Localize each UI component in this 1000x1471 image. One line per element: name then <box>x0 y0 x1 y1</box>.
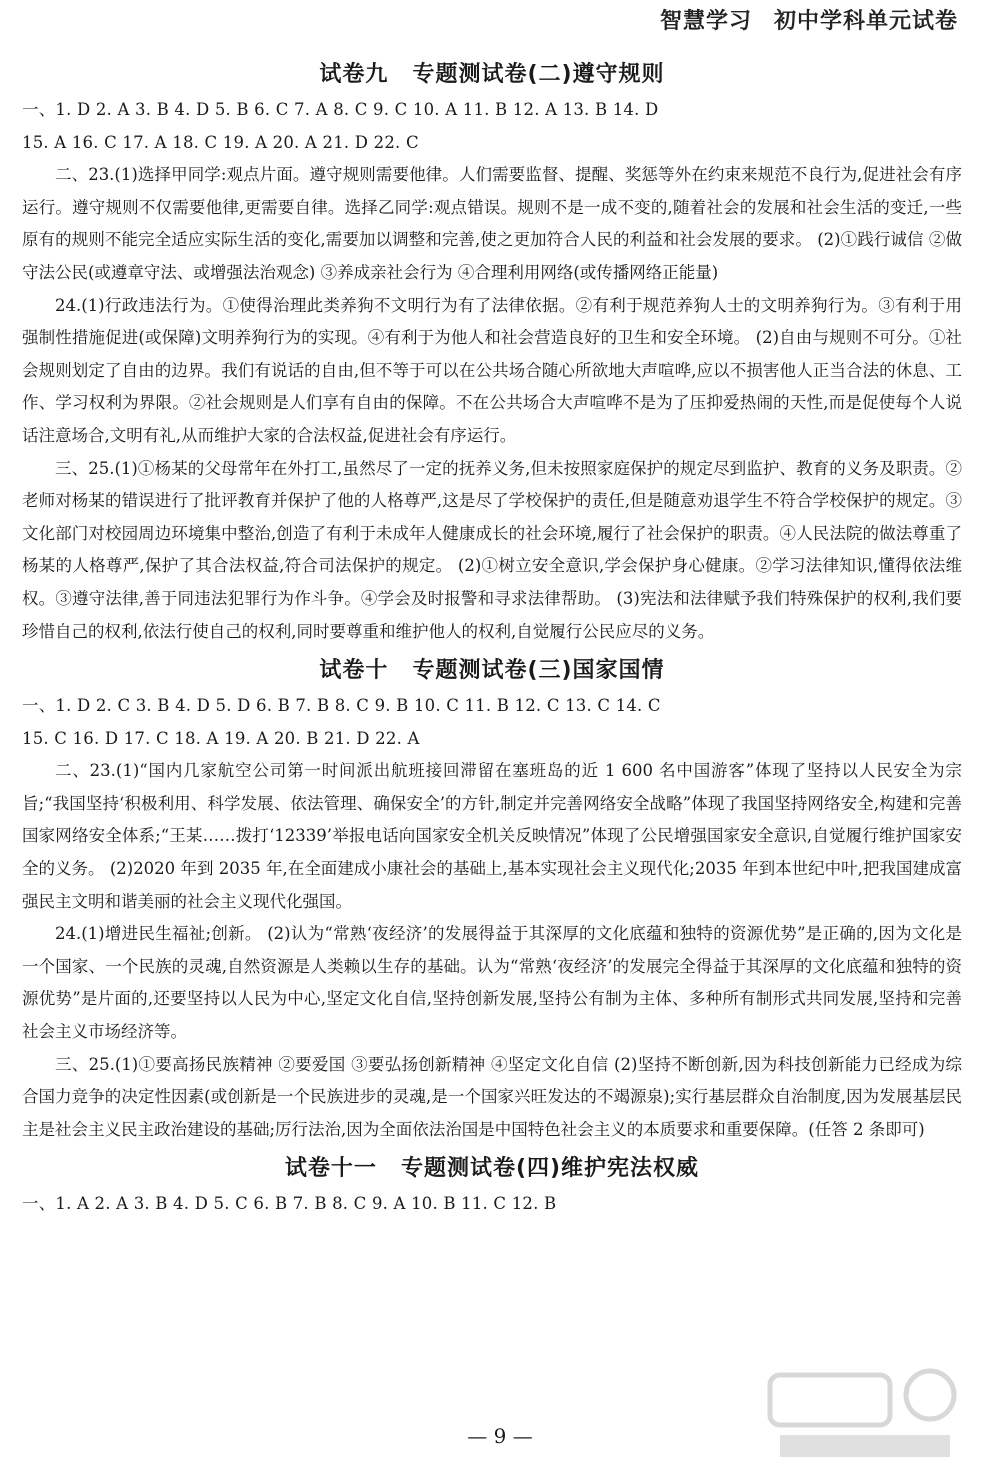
mc-answers-9-row1: 一、1. D 2. A 3. B 4. D 5. B 6. C 7. A 8. C 9. C 10. A 11. B 12. A 13. B 14. D <box>22 100 659 119</box>
header-brand: 智慧学习 <box>659 9 752 34</box>
section-title-9: 试卷九 专题测试卷(二)遵守规则 <box>319 62 665 87</box>
answer-paragraph: 24.(1)行政违法行为。①使得治理此类养狗不文明行为有了法律依据。②有利于规范养狗人士的文明养狗行为。③有利于用强制性措施促进(或保障)文明养狗行为的实现。④有利于为他人和社会营造良好的卫生和安全环境。 (2)自由与规则不可分。①社会规则划定了自由的边界。我们有说话的自由,但不等于可以在公共场合随心所欲地大声喧哗,应以不损害他人正当合法的休息、工作、学习权利为界限。②社会规则是人们享有自由的保障。不在公共场合大声喧哗不是为了压抑爱热闹的天性,而是促使每个人说话注意场合,文明有礼,从而维护大家的合法权益,促进社会有序运行。 <box>22 295 962 445</box>
mc-answers-10-row2: 15. C 16. D 17. C 18. A 19. A 20. B 21. D 22. A <box>22 728 420 748</box>
mc-answers-11-row1: 一、1. A 2. A 3. B 4. D 5. C 6. B 7. B 8. C 9. A 10. B 11. C 12. B <box>22 1194 557 1214</box>
section-title-11: 试卷十一 专题测试卷(四)维护宪法权威 <box>284 1156 700 1182</box>
page-number: — 9 — <box>467 1424 533 1448</box>
mc-answers-9-row2: 15. A 16. C 17. A 18. C 19. A 20. A 21. D 22. C <box>22 132 419 152</box>
page-header <box>660 4 958 35</box>
mc-answers-10-row1: 一、1. D 2. C 3. B 4. D 5. D 6. B 7. B 8. C 9. B 10. C 11. B 12. C 13. C 14. C <box>22 696 661 716</box>
answer-paragraph: 24.(1)增进民生福祉;创新。 (2)认为“常熟‘夜经济’的发展得益于其深厚的文化底蕴和独特的资源优势”是正确的,因为文化是一个国家、一个民族的灵魂,自然资源是人类赖以生存的基础。认为“常熟‘夜经济’的发展完全得益于其深厚的文化底蕴和独特的资源优势”是片面的,还要坚持以人民为中心,坚定文化自信,坚持创新发展,坚持公有制为主体、多种所有制形式共同发展,坚持和完善社会主义市场经济等。 <box>22 924 962 1042</box>
watermark-logo-icon <box>760 1365 960 1465</box>
header-series: 初中学科单元试卷 <box>773 9 958 34</box>
section-title-10: 试卷十 专题测试卷(三)国家国情 <box>319 658 665 684</box>
answer-paragraph: 三、25.(1)①要高扬民族精神 ②要爱国 ③要弘扬创新精神 ④坚定文化自信 (2)坚持不断创新,因为科技创新能力已经成为综合国力竞争的决定性因素(或创新是一个民族进步的灵魂,是一个国家兴旺发达的不竭源泉);实行基层群众自治制度,因为发展基层民主是社会主义民主政治建设的基础;厉行法治,因为全面依法治国是中国特色社会主义的本质要求和重要保障。(任答 2 条即可) <box>22 1054 962 1139</box>
answer-paragraph: 二、23.(1)选择甲同学:观点片面。遵守规则需要他律。人们需要监督、提醒、奖惩等外在约束来规范不良行为,促进社会有序运行。遵守规则不仅需要他律,更需要自律。选择乙同学:观点错误。规则不是一成不变的,随着社会的发展和社会生活的变迁,一些原有的规则不能完全适应实际生活的变化,需要加以调整和完善,使之更加符合人民的利益和社会发展的要求。 (2)①践行诚信 ②做守法公民(或遵章守法、或增强法治观念) ③养成亲社会行为 ④合理利用网络(或传播网络正能量) <box>22 165 962 282</box>
content <box>22 56 962 1221</box>
answer-paragraph: 二、23.(1)“国内几家航空公司第一时间派出航班接回滞留在塞班岛的近 1 600 名中国游客”体现了坚持以人民安全为宗旨;“我国坚持‘积极利用、科学发展、依法管理、确保安全’的方针,制定并完善网络安全战略”体现了我国坚持网络安全,构建和完善国家网络安全体系;“王某……拨打‘12339’举报电话向国家安全机关反映情况”体现了公民增强国家安全意识,自觉履行维护国家安全的义务。 (2)2020 年到 2035 年,在全面建成小康社会的基础上,基本实现社会主义现代化;2035 年到本世纪中叶,把我国建成富强民主文明和谐美丽的社会主义现代化强国。 <box>22 761 962 911</box>
answer-paragraph: 三、25.(1)①杨某的父母常年在外打工,虽然尽了一定的抚养义务,但未按照家庭保护的规定尽到监护、教育的义务及职责。②老师对杨某的错误进行了批评教育并保护了他的人格尊严,这是尽了学校保护的责任,但是随意劝退学生不符合学校保护的规定。③文化部门对校园周边环境集中整治,创造了有利于未成年人健康成长的社会环境,履行了社会保护的职责。④人民法院的做法尊重了杨某的人格尊严,保护了其合法权益,符合司法保护的规定。 (2)①树立安全意识,学会保护身心健康。②学习法律知识,懂得依法维权。③遵守法律,善于同违法犯罪行为作斗争。④学会及时报警和寻求法律帮助。 (3)宪法和法律赋予我们特殊保护的权利,我们要珍惜自己的权利,依法行使自己的权利,同时要尊重和维护他人的权利,自觉履行公民应尽的义务。 <box>22 458 962 641</box>
